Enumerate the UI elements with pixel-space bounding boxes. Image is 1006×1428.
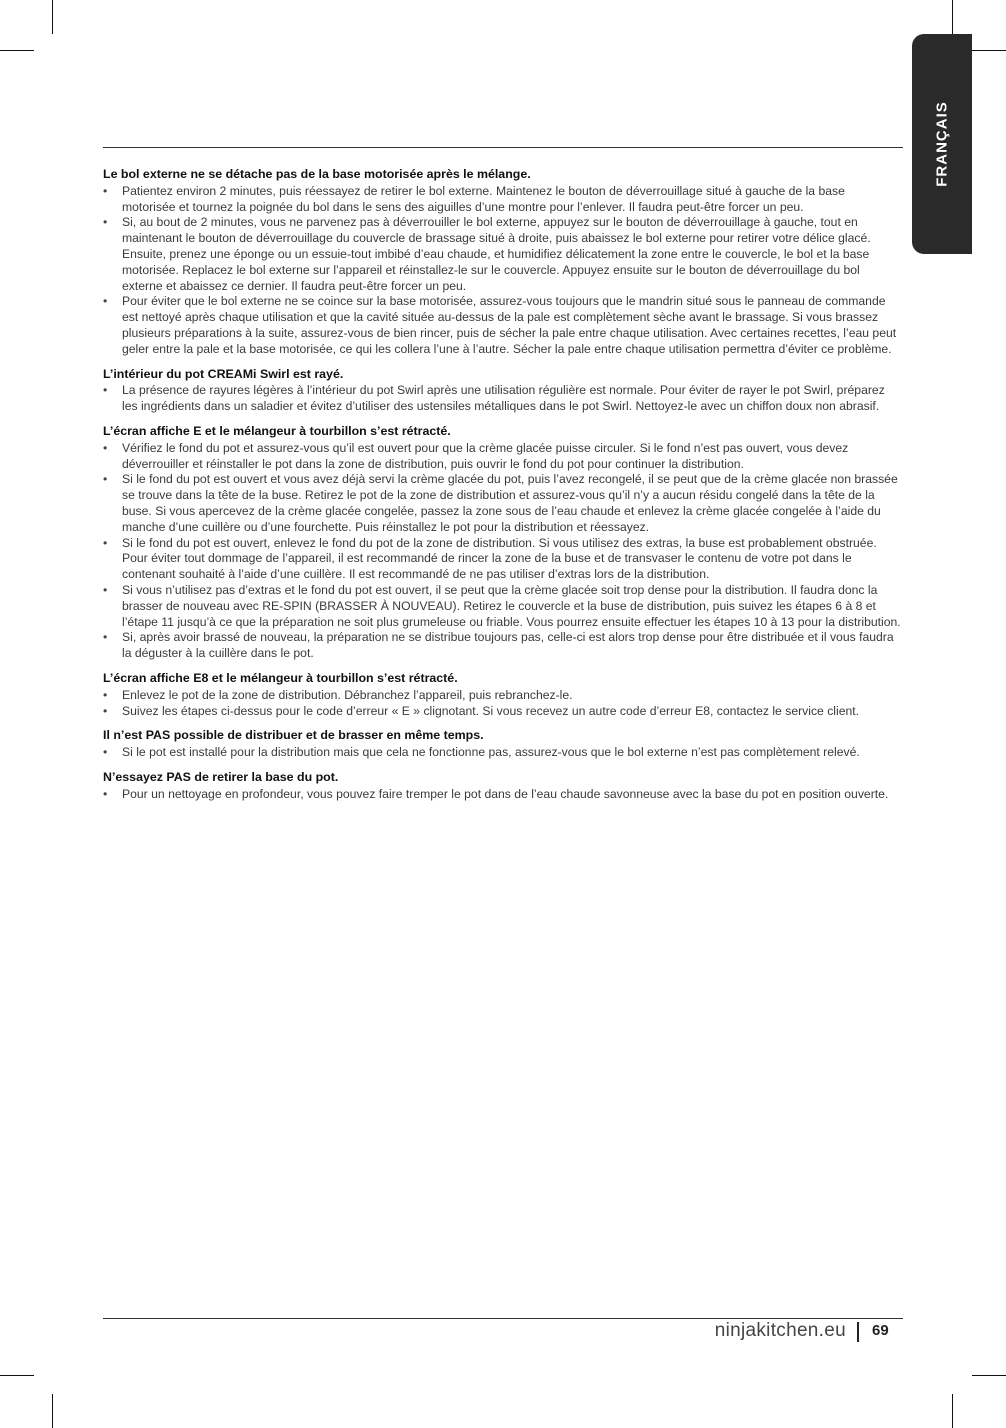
crop-mark <box>972 1375 1006 1376</box>
bullet-list <box>103 441 901 662</box>
section <box>103 671 901 719</box>
bullet-item: • Patientez environ 2 minutes, puis réessayez de retirer le bol externe. Maintenez le bouton de déverrouillage situé à gauche de la base motorisée et tournez la poignée du bol dans le sens des aiguilles d’une montre pour l’enlever. Il faudra peut-être forcer un peu. <box>103 184 901 216</box>
section-title: L’écran affiche E et le mélangeur à tourbillon s’est rétracté. <box>103 423 451 438</box>
language-tab-label: FRANÇAIS <box>933 101 951 187</box>
section <box>103 167 901 358</box>
bullet-item: • Pour éviter que le bol externe ne se coince sur la base motorisée, assurez-vous toujours que le mandrin situé sous le panneau de commande est nettoyé après chaque utilisation et que la cavité située au-dessus de la pale est complètement sèche avant le brassage. Si vous brassez plusieurs préparations à la suite, assurez-vous de bien rincer, puis de sécher la pale entre chaque utilisation. Avec certaines recettes, l’eau peut geler entre la pale et la base motorisée, ce qui les collera l’une à l’autre. Sécher la pale entre chaque utilisation permettra d’éviter ce problème. <box>103 294 901 357</box>
crop-mark <box>52 1394 53 1428</box>
bullet-item: • Suivez les étapes ci-dessus pour le code d’erreur « E » clignotant. Si vous recevez un autre code d’erreur E8, contactez le service client. <box>103 704 901 720</box>
section-title: L’écran affiche E8 et le mélangeur à tourbillon s’est rétracté. <box>103 670 458 685</box>
crop-mark <box>0 1375 34 1376</box>
language-tab <box>912 34 972 254</box>
section <box>103 424 901 662</box>
bullet-item: • La présence de rayures légères à l’intérieur du pot Swirl après une utilisation régulière est normale. Pour éviter de rayer le pot Swirl, préparez les ingrédients dans un saladier et évitez d’utiliser des ustensiles métalliques dans le pot Swirl. Nettoyez-le avec un chiffon doux non abrasif. <box>103 383 901 415</box>
section <box>103 728 901 761</box>
section <box>103 770 901 803</box>
bottom-divider <box>103 1318 903 1319</box>
troubleshooting-content <box>103 167 901 811</box>
top-divider <box>103 147 903 148</box>
bullet-item: • Vérifiez le fond du pot et assurez-vous qu’il est ouvert pour que la crème glacée puisse circuler. Si le fond n’est pas ouvert, vous devez déverrouiller et réinstaller le pot dans la zone de distribution, puis ouvrir le fond du pot pour continuer la distribution. <box>103 441 901 473</box>
section-title: Le bol externe ne se détache pas de la base motorisée après le mélange. <box>103 167 531 181</box>
bullet-item: • Enlevez le pot de la zone de distribution. Débranchez l’appareil, puis rebranchez-le. <box>103 688 901 704</box>
crop-mark <box>952 1394 953 1428</box>
bullet-list <box>103 383 901 415</box>
section-title: N’essayez PAS de retirer la base du pot. <box>103 769 339 784</box>
section-title: Il n’est PAS possible de distribuer et de brasser en même temps. <box>103 728 484 743</box>
section <box>103 367 901 415</box>
section-title: L’intérieur du pot CREAMi Swirl est rayé. <box>103 366 344 381</box>
bullet-item: • Si le pot est installé pour la distribution mais que cela ne fonctionne pas, assurez-vous que le bol externe n’est pas complètement relevé. <box>103 745 901 761</box>
bullet-list <box>103 184 901 358</box>
crop-mark <box>0 50 34 51</box>
bullet-item: • Si, au bout de 2 minutes, vous ne parvenez pas à déverrouiller le bol externe, appuyez sur le bouton de déverrouillage à gauche, tout en maintenant le bouton de déverrouillage du couvercle de brassage situé à droite, puis abaissez le bol externe pour retirer votre délice glacé. Ensuite, prenez une éponge ou un essuie-tout imbibé d’eau chaude, et humidifiez délicatement la zone entre le couvercle, le bol et la base motorisée. Replacez le bol externe sur l’appareil et réinstallez-le sur le couvercle. Appuyez ensuite sur le bouton de déverrouillage du bol externe et abaissez ce dernier. Il faudra peut-être forcer un peu. <box>103 215 901 294</box>
bullet-list <box>103 787 901 803</box>
footer-website: ninjakitchen.eu <box>714 1320 846 1341</box>
bullet-item: • Si le fond du pot est ouvert, enlevez le fond du pot de la zone de distribution. Si vous utilisez des extras, la buse est probablement obstruée. Pour éviter tout dommage de l’appareil, il est recommandé de rincer la zone de la buse et de transvaser le contenu de votre pot dans le contenant souhaité à l’aide d’une cuillère. Il est recommandé de ne pas utiliser d’extras lors de la distribution. <box>103 536 901 583</box>
bullet-list <box>103 688 901 720</box>
bullet-item: • Si vous n’utilisez pas d’extras et le fond du pot est ouvert, il se peut que la crème glacée soit trop dense pour la distribution. Il faudra donc la brasser de nouveau avec RE-SPIN (BRASSER À NOUVEAU). Retirez le couvercle et la buse de distribution, puis suivez les étapes 6 à 8 et l’étape 11 jusqu’à ce que la préparation ne soit plus grumeleuse ou friable. Vous pourrez ensuite effectuer les étapes 10 à 13 pour la distribution. <box>103 583 901 630</box>
crop-mark <box>972 50 1006 51</box>
bullet-item: • Si, après avoir brassé de nouveau, la préparation ne se distribue toujours pas, celle-ci est alors trop dense pour être distribuée et il vous faudra la déguster à la cuillère dans le pot. <box>103 630 901 662</box>
bullet-item: • Si le fond du pot est ouvert et vous avez déjà servi la crème glacée du pot, puis l’avez recongelé, il se peut que de la crème glacée non brassée se trouve dans la tête de la buse. Retirez le pot de la zone de distribution et assurez-vous qu’il n’y a aucun résidu congelé dans la tête de la buse. Si vous apercevez de la crème glacée congelée, passez la zone sous de l’eau chaude et enlevez la crème glacée congelée à l’aide du manche d’une cuillère ou d’une fourchette. Puis réinstallez le pot pour la distribution et réessayez. <box>103 472 901 535</box>
bullet-list <box>103 745 901 761</box>
crop-mark <box>52 0 53 34</box>
crop-mark <box>952 0 953 34</box>
page-number: 69 <box>872 1322 889 1339</box>
bullet-item: • Pour un nettoyage en profondeur, vous pouvez faire tremper le pot dans de l’eau chaude savonneuse avec la base du pot en position ouverte. <box>103 787 901 803</box>
footer-separator <box>857 1322 859 1342</box>
